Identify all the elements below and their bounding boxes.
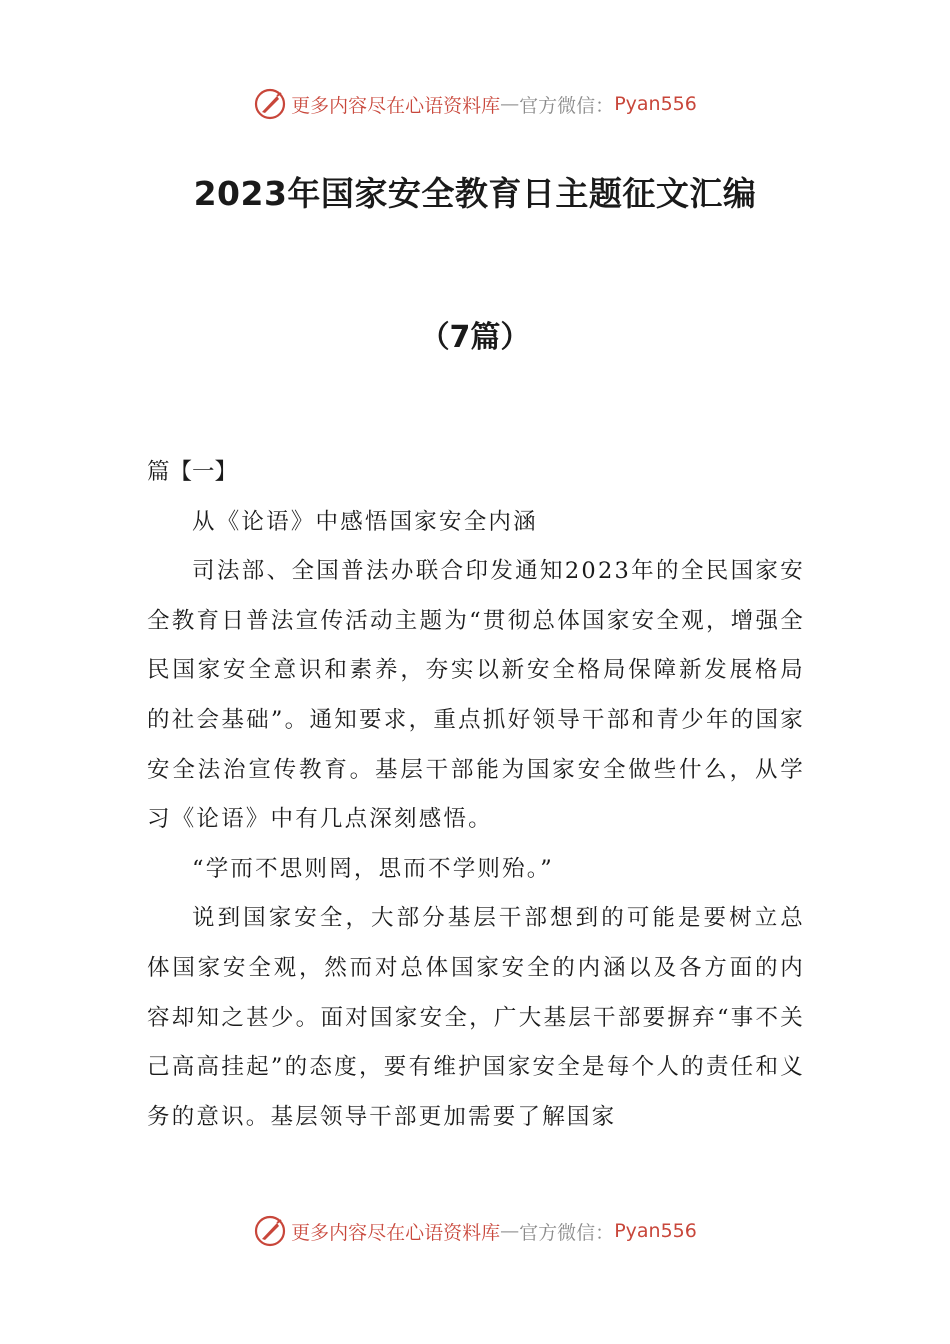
quill-logo-icon <box>253 1214 287 1248</box>
document-subtitle: （7篇） <box>419 320 531 355</box>
section-label: 篇【一】 <box>147 459 238 485</box>
document-body <box>147 448 805 1142</box>
banner-dash: — <box>500 1220 520 1242</box>
banner-wechat-label: 官方微信： <box>519 1221 615 1244</box>
paragraph-2-quote: “学而不思则罔，思而不学则殆。” <box>192 855 554 882</box>
footer-watermark-banner <box>0 1211 950 1251</box>
banner-wechat-label: 官方微信： <box>519 94 615 117</box>
banner-brand-text: 更多内容尽在心语资料库 <box>291 1221 501 1244</box>
document-title: 2023年国家安全教育日主题征文汇编 <box>193 174 757 213</box>
article-title: 从《论语》中感悟国家安全内涵 <box>192 508 538 535</box>
paragraph-3: 说到国家安全，大部分基层干部想到的可能是要树立总体国家安全观，然而对总体国家安全的内涵以及各方面的内容却知之甚少。面对国家安全，广大基层干部要摒弃“事不关己高高挂起”的态度，要有维护国家安全是每个人的责任和义务的意识。基层领导干部更加需要了解国家 <box>147 905 805 1130</box>
banner-wechat-id: Pyan556 <box>614 1220 697 1242</box>
banner-brand-text: 更多内容尽在心语资料库 <box>291 94 501 117</box>
quill-logo-icon <box>253 87 287 121</box>
banner-wechat-id: Pyan556 <box>614 93 697 115</box>
paragraph-1: 司法部、全国普法办联合印发通知2023年的全民国家安全教育日普法宣传活动主题为“贯彻总体国家安全观，增强全民国家安全意识和素养，夯实以新安全格局保障新发展格局的社会基础”。通知要求，重点抓好领导干部和青少年的国家安全法治宣传教育。基层干部能为国家安全做些什么，从学习《论语》中有几点深刻感悟。 <box>147 558 805 833</box>
header-watermark-banner <box>0 84 950 124</box>
banner-dash: — <box>500 93 520 115</box>
